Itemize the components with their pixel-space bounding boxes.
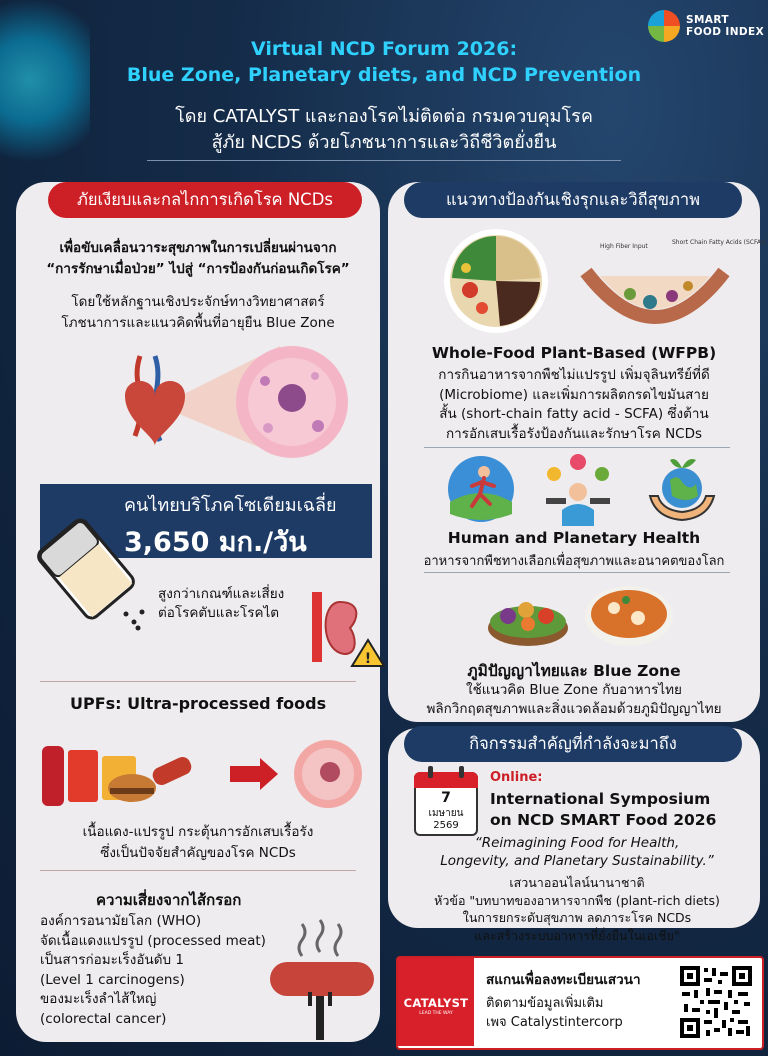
thai-vegetable-platter-illustration: [486, 578, 570, 652]
wfpb-line: การกินอาหารจากพืชไม่แปรรูป เพิ่มจุลินทรีย์ที่ดี: [438, 367, 710, 383]
thai-desc: [390, 681, 758, 719]
upf-line2: ซึ่งเป็นปัจจัยสำคัญของโรค NCDs: [100, 845, 296, 861]
thai-line2: พลิกวิกฤตสุขภาพและสิ่งแวดล้อมด้วยภูมิปัญญาไทย: [426, 701, 722, 717]
intro-line1: โดยใช้หลักฐานเชิงประจักษ์ทางวิทยาศาสตร์: [71, 294, 325, 310]
intro-bold-line2: “การรักษาเมื่อป่วย” ไปสู่ “การป้องกันก่อนเกิดโรค”: [46, 261, 350, 277]
sausage-line: ของมะเร็งลำไส้ใหญ่: [40, 991, 157, 1007]
calendar-month: เมษายน: [428, 808, 464, 819]
calendar-day: 7: [441, 790, 451, 806]
event-quote-line1: “Reimagining Food for Health,: [474, 835, 680, 851]
hph-text: อาหารจากพืชทางเลือกเพื่อสุขภาพและอนาคตของโลก: [423, 554, 725, 569]
subtitle-line2: สู้ภัย NCDS ด้วยโภชนาการและวิถีชีวิตยั่งยืน: [211, 132, 557, 153]
wfpb-desc: [396, 366, 752, 444]
event-desc-line: และสร้างระบบอาหารที่ยั่งยืนในเอเชีย": [474, 927, 680, 943]
event-section-pill: กิจกรรมสำคัญที่กำลังจะมาถึง: [404, 726, 742, 762]
healthy-lifestyle-icon: [540, 452, 616, 528]
risk-line1: สูงกว่าเกณฑ์และเสี่ยง: [158, 586, 285, 602]
runner-icon: [446, 454, 516, 524]
wfpb-line: สั้น (short-chain fatty acid - SCFA) ซึ่งต้าน: [439, 406, 709, 422]
event-desc-line: ในการยกระดับสุขภาพ ลดภาระโรค NCDs: [462, 910, 692, 925]
sausage-line: เป็นสารก่อมะเร็งอันดับ 1: [40, 952, 184, 968]
subtitle-line1: โดย CATALYST และกองโรคไม่ติดต่อ กรมควบคุมโรค: [175, 106, 593, 127]
left-section-pill: ภัยเงียบและกลไกการเกิดโรค NCDs: [48, 182, 362, 218]
sausage-line: (colorectal cancer): [40, 1010, 167, 1027]
thai-curry-bowl-illustration: [582, 582, 676, 656]
svg-text:!: !: [364, 651, 372, 667]
calendar-icon: [414, 766, 478, 836]
intro-text: [20, 292, 376, 334]
sausage-title: ความเสี่ยงจากไส้กรอก: [96, 891, 242, 909]
intro-bold: [20, 238, 376, 280]
planet-hands-icon: [646, 452, 718, 524]
sausage-line: จัดเนื้อแดงแปรรูป (processed meat): [40, 932, 266, 949]
heart-cell-illustration: [100, 336, 340, 466]
title-line1: Virtual NCD Forum 2026:: [250, 38, 518, 60]
logo-text: [686, 14, 764, 38]
event-title-line2: on NCD SMART Food 2026: [490, 811, 717, 829]
follow-text: [486, 994, 623, 1032]
logo-line1: SMART: [686, 14, 729, 26]
title-line2: Blue Zone, Planetary diets, and NCD Prevention: [126, 64, 642, 86]
follow-line: ติดตามข้อมูลเพิ่มเติม: [486, 996, 604, 1011]
sausage-line: (Level 1 carcinogens): [40, 971, 185, 988]
gut-microbiome-illustration: [580, 232, 767, 336]
intro-line2: โภชนาการและแนวคิดพื้นที่อายุยืน Blue Zone: [61, 315, 335, 331]
right-section-pill: แนวทางป้องกันเชิงรุกและวิถีสุขภาพ: [404, 182, 742, 218]
intro-bold-line1: เพื่อขับเคลื่อนวาระสุขภาพในการเปลี่ยนผ่านจาก: [59, 240, 337, 256]
kidney-warning-icon: [310, 592, 386, 668]
wfpb-line: การอักเสบเรื้อรังป้องกันและรักษาโรค NCDs: [445, 425, 703, 442]
sodium-value: 3,650 มก./วัน: [124, 527, 307, 558]
sausage-line: องค์การอนามัยโลก (WHO): [40, 913, 202, 929]
wfpb-title: Whole-Food Plant-Based (WFPB): [431, 344, 717, 362]
sausage-fork-icon: [262, 916, 382, 1042]
event-desc-line: หัวข้อ "บทบาทของอาหารจากพืช (plant-rich diets): [434, 892, 720, 908]
sodium-label: คนไทยบริโภคโซเดียมเฉลี่ย: [124, 495, 337, 516]
salt-shaker-icon: [22, 506, 150, 632]
thai-title: ภูมิปัญญาไทยและ Blue Zone: [467, 662, 681, 680]
event-title: [490, 789, 716, 831]
catalyst-logo-text: CATALYST: [403, 996, 469, 1010]
catalyst-tagline: LEAD THE WAY: [419, 1011, 453, 1016]
calendar-year: 2569: [433, 820, 459, 831]
subtitle-underline: [147, 160, 621, 161]
page-line: เพจ Catalystintercorp: [486, 1015, 623, 1030]
upf-title: UPFs: Ultra-processed foods: [70, 694, 327, 713]
sausage-text: [40, 912, 266, 1029]
event-desc: [398, 874, 756, 944]
event-online-label: Online:: [490, 770, 543, 785]
upf-desc: [20, 822, 376, 864]
event-quote-line2: Longevity, and Planetary Sustainability.”: [440, 853, 714, 869]
wfpb-line: (Microbiome) และเพิ่มการผลิตกรดไขมันสาย: [439, 386, 709, 403]
risk-text: [158, 585, 284, 623]
event-title-line1: International Symposium: [490, 790, 711, 808]
logo-line2: FOOD INDEX: [686, 26, 765, 38]
left-divider-1: [40, 681, 356, 682]
event-quote: [398, 834, 756, 870]
gut-label-fiber: High Fiber Input: [600, 243, 648, 250]
hph-title: Human and Planetary Health: [447, 529, 701, 547]
processed-foods-illustration: [40, 736, 350, 810]
registration-qr-code[interactable]: [678, 964, 754, 1040]
risk-line2: ต่อโรคตับและโรคไต: [158, 605, 280, 621]
scan-to-register-text: สแกนเพื่อลงทะเบียนเสวนา: [486, 972, 641, 988]
page-title: [0, 36, 768, 88]
gut-label-scfa: Short Chain Fatty Acids (SCFAs): [672, 239, 767, 246]
left-divider-2: [40, 870, 356, 871]
upf-line1: เนื้อแดง-แปรรูป กระตุ้นการอักเสบเรื้อรัง: [82, 824, 314, 840]
plant-food-bowl-illustration: [440, 228, 552, 334]
right-divider-2: [424, 572, 730, 573]
thai-line1: ใช้แนวคิด Blue Zone กับอาหารไทย: [466, 682, 682, 698]
right-divider-1: [424, 447, 730, 448]
event-desc-line: เสวนาออนไลน์นานาชาติ: [509, 875, 645, 890]
